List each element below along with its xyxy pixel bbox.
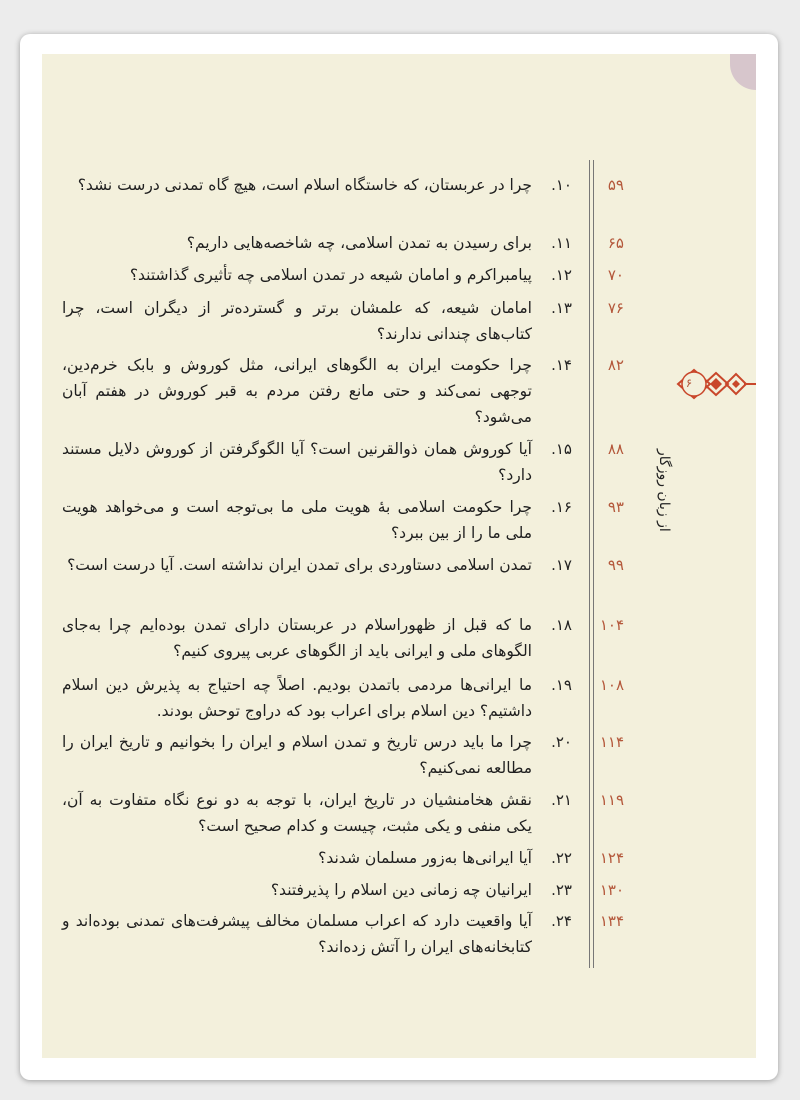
badge-page-number: ۶ bbox=[685, 376, 693, 390]
toc-page-number: ۸۲ bbox=[607, 356, 624, 374]
toc-question: برای رسیدن به تمدن اسلامی، چه شاخصه‌هایی داریم؟ bbox=[186, 234, 532, 252]
toc-page-number: ۱۱۹ bbox=[599, 791, 624, 809]
toc-question: چرا حکومت اسلامی بهٔ هویت ملی ما بی‌توجه است و می‌خواهد هویت ملی ما را از بین ببرد؟ bbox=[62, 498, 532, 542]
toc-index: ۱۸. bbox=[551, 616, 572, 634]
toc-index: ۲۱. bbox=[551, 791, 572, 809]
toc-page-number: ۱۳۴ bbox=[599, 912, 624, 930]
toc-question: آیا کوروش همان ذوالقرنین است؟ آیا الگوگرفتن از کوروش دلایل مستند دارد؟ bbox=[62, 440, 532, 484]
toc-index: ۱۹. bbox=[551, 676, 572, 694]
toc-index: ۲۲. bbox=[551, 849, 572, 867]
toc-question: ما که قبل از ظهوراسلام در عربستان دارای تمدن بوده‌ایم چرا به‌جای الگوهای ملی و ایرانی باید از الگوهای عربی پیروی کنیم؟ bbox=[62, 616, 532, 660]
toc-index: ۱۷. bbox=[551, 556, 572, 574]
toc-index: ۲۰. bbox=[551, 733, 572, 751]
toc-index: ۱۱. bbox=[551, 234, 572, 252]
toc-index: ۱۴. bbox=[551, 356, 572, 374]
toc-question: آیا ایرانی‌ها به‌زور مسلمان شدند؟ bbox=[318, 849, 532, 867]
toc-page-number: ۱۰۸ bbox=[599, 676, 624, 694]
toc-page-number: ۷۰ bbox=[607, 266, 624, 284]
toc-page-number: ۱۰۴ bbox=[599, 616, 624, 634]
toc-page-number: ۱۱۴ bbox=[599, 733, 624, 751]
toc-question: تمدن اسلامی دستاوردی برای تمدن ایران نداشته است. آیا درست است؟ bbox=[67, 556, 532, 574]
toc-index: ۱۰. bbox=[551, 176, 572, 194]
toc-question: ایرانیان چه زمانی دین اسلام را پذیرفتند؟ bbox=[270, 881, 532, 899]
toc-page-number: ۹۹ bbox=[607, 556, 624, 574]
toc-page-number: ۵۹ bbox=[607, 176, 624, 194]
toc-index: ۱۵. bbox=[551, 440, 572, 458]
toc-index: ۱۲. bbox=[551, 266, 572, 284]
toc-index: ۲۳. bbox=[551, 881, 572, 899]
toc-question: پیامبراکرم و امامان شیعه در تمدن اسلامی چه تأثیری گذاشتند؟ bbox=[129, 266, 532, 284]
toc-page-number: ۶۵ bbox=[607, 234, 624, 252]
toc-index: ۱۳. bbox=[551, 299, 572, 317]
toc-index: ۱۶. bbox=[551, 498, 572, 516]
toc-page-number: ۷۶ bbox=[607, 299, 624, 317]
toc-question: چرا ما باید درس تاریخ و تمدن اسلام و ایران را بخوانیم و تاریخ ایران را مطالعه نمی‌کنیم؟ bbox=[62, 733, 532, 777]
toc-page-number: ۸۸ bbox=[607, 440, 624, 458]
toc-page-number: ۱۳۰ bbox=[599, 881, 624, 899]
toc-question: نقش هخامنشیان در تاریخ ایران، با توجه به دو نوع نگاه متفاوت به آن، یکی منفی و یکی مثبت، چیست و کدام صحیح است؟ bbox=[62, 791, 532, 835]
toc-index: ۲۴. bbox=[551, 912, 572, 930]
toc-page-number: ۱۲۴ bbox=[599, 849, 624, 867]
toc-question: چرا در عربستان، که خاستگاه اسلام است، هیچ گاه تمدنی درست نشد؟ bbox=[77, 176, 532, 194]
toc-question: ما ایرانی‌ها مردمی باتمدن بودیم. اصلاً چه احتیاج به پذیرش دین اسلام داشتیم؟ دین اسلام برای اعراب بود که دراوج توحش بودند. bbox=[62, 676, 532, 720]
toc-question: امامان شیعه، که علمشان برتر و گسترده‌تر از دیگران است، چرا کتاب‌های چندانی ندارند؟ bbox=[62, 299, 532, 343]
chapter-ornament-icon bbox=[656, 364, 756, 404]
toc-question: چرا حکومت ایران به الگوهای ایرانی، مثل کوروش و بابک خرم‌دین، توجهی نمی‌کند و حتی مانع رفتن مردم به قبر کوروش در هفتم آبان می‌شود؟ bbox=[62, 356, 532, 426]
toc-question: آیا واقعیت دارد که اعراب مسلمان مخالف پیشرفت‌های تمدنی بوده‌اند و کتابخانه‌های ایران را آتش زده‌اند؟ bbox=[62, 912, 532, 956]
toc-page-number: ۹۳ bbox=[607, 498, 624, 516]
running-title: از زبان روزگار bbox=[656, 448, 672, 532]
